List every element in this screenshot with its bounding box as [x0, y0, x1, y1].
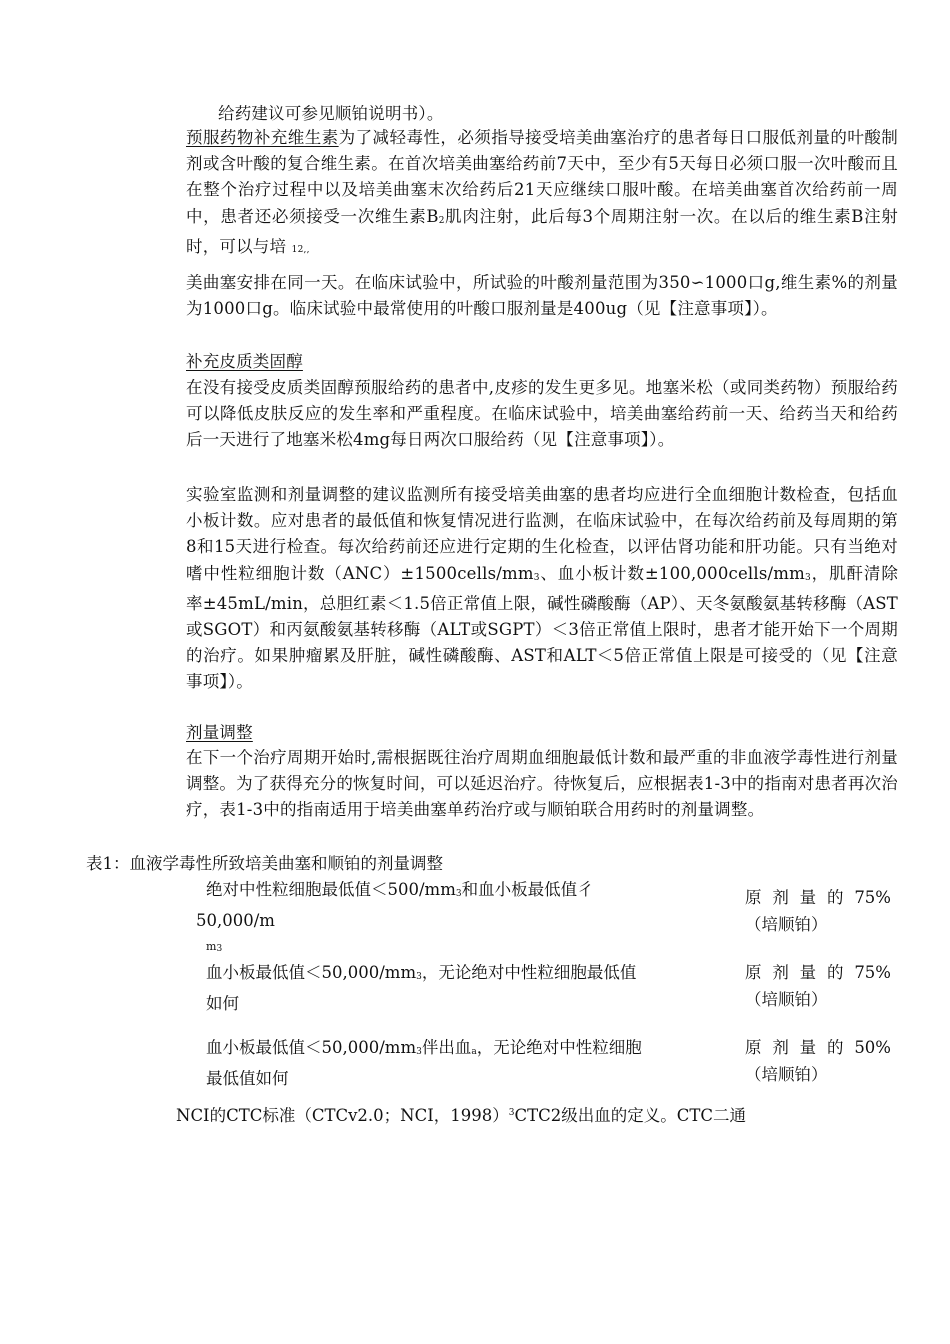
condition-line — [196, 908, 726, 935]
table-caption-text: 表1：血液学毒性所致培美曲塞和顺铂的剂量调整 — [86, 854, 443, 873]
condition-text: 血小板最低值＜50,000/mm — [206, 963, 417, 982]
vitamins-text-2: 肌肉注射，此后每3个周期注射一次。在以后的维生素B注射时，可以与培 — [186, 206, 898, 256]
drug-text: （培顺铂） — [745, 989, 828, 1009]
footnote-text-1: NCI的CTC标准（CTCv2.0；NCI，1998） — [176, 1106, 509, 1125]
condition-subscript: 3 — [455, 889, 462, 899]
condition-line — [196, 934, 726, 963]
lab-text-1: 实验室监测和剂量调整的建议监测所有接受培美曲塞的患者均应进行全血细胞计数检查，包括血小板计数。应对患者的最低值和恢复情况进行监测，在临床试验中，在每次给药前及每周期的第8和15天进行检查。每次给药前还应进行定期的生化检查，以评估肾功能和肝功能。只有当绝对嗜中性粒细胞计数（ANC）±1500cells/mm — [186, 485, 898, 583]
dose-adjust-paragraph — [186, 745, 898, 824]
vitamins-continued-paragraph — [186, 270, 898, 322]
table-cell-dose — [745, 1035, 895, 1088]
dose-text: 原剂量的75% — [745, 888, 891, 907]
condition-text: 伴出血 — [421, 1038, 472, 1057]
dose-text: 原剂量的50% — [745, 1038, 891, 1057]
table-footnote — [176, 1100, 746, 1130]
table-cell-dose — [745, 885, 895, 938]
steroids-heading: 补充皮质类固醇 — [186, 352, 303, 371]
lab-text-2: 、血小板计数±100,000cells/mm — [539, 563, 806, 583]
drug-text: （培顺铂） — [745, 1064, 828, 1084]
table-cell-dose — [745, 960, 895, 1013]
vitamins-subscript: 2 — [438, 215, 445, 226]
condition-line — [206, 991, 736, 1018]
steroids-paragraph — [186, 375, 898, 454]
vitamins-text-1: 为了减轻毒性，必须指导接受培美曲塞治疗的患者每日口服低剂量的叶酸制剂或含叶酸的复合维生素。在首次培美曲塞给药前7天中，至少有5天每日必须口服一次叶酸而且在整个治疗过程中以及培美曲塞末次给药后21天应继续口服叶酸。在培美曲塞首次给药前一周中，患者还必须接受一次维生素B — [186, 128, 898, 226]
condition-subscript: 3 — [416, 1047, 422, 1057]
table-cell-condition — [206, 1035, 736, 1092]
condition-line — [196, 877, 726, 908]
footnote-superscript: 3 — [508, 1108, 515, 1118]
table-caption — [86, 851, 443, 878]
table-cell-condition — [206, 960, 736, 1017]
condition-text: 绝对中性粒细胞最低值＜500/mm — [206, 880, 456, 899]
condition-text: 最低值如何 — [206, 1068, 289, 1088]
lab-subscript-2: 3 — [805, 572, 811, 583]
steroids-heading-line — [186, 349, 898, 375]
dose-adjust-heading-line — [186, 720, 898, 746]
condition-text: 50,000/m — [196, 910, 275, 930]
condition-text: ，无论绝对中性粒细胞 — [476, 1038, 642, 1057]
drug-text: （培顺铂） — [745, 914, 828, 934]
vitamins-paragraph — [186, 125, 898, 263]
vitamins-tail-mark: 12,, — [291, 244, 310, 255]
condition-subscript: a — [471, 1047, 477, 1057]
condition-subscript: 3 — [216, 944, 223, 954]
table-cell-condition — [196, 877, 726, 963]
footnote-text-2: CTC2级出血的定义。CTC二通 — [514, 1106, 746, 1125]
intro-tail-paragraph — [218, 101, 898, 127]
dose-text: 原剂量的75% — [745, 963, 891, 982]
condition-text: ，无论绝对中性粒细胞最低值 — [421, 963, 637, 982]
condition-line — [206, 960, 736, 991]
condition-text: 如何 — [206, 993, 239, 1013]
lab-paragraph — [186, 482, 898, 696]
condition-subscript: 3 — [416, 972, 422, 982]
vitamins-heading: 预服药物补充维生素 — [186, 128, 339, 147]
lab-subscript-1: 3 — [533, 572, 540, 583]
condition-line — [206, 1066, 736, 1093]
condition-text: 血小板最低值＜50,000/mm — [206, 1038, 417, 1057]
dose-adjust-heading: 剂量调整 — [186, 723, 253, 742]
intro-tail-text: 给药建议可参见顺铂说明书）。 — [218, 104, 444, 123]
lab-text-3: ，肌酐清除率±45mL/min，总胆红素＜1.5倍正常值上限，碱性磷酸酶（AP）、天冬氨酸氨基转移酶（AST或SGOT）和丙氨酸氨基转移酶（ALT或SGPT）＜3倍正常值上限时，患者才能开始下一个周期的治疗。如果肿瘤累及肝脏，碱性磷酸酶、AST和ALT＜5倍正常值上限是可接受的（见【注意事项】）。 — [186, 563, 899, 692]
condition-line — [206, 1035, 736, 1066]
condition-text: 和血小板最低值彳 — [461, 880, 594, 899]
condition-text: m — [206, 940, 217, 953]
vitamins-text-3: 美曲塞安排在同一天。在临床试验中，所试验的叶酸剂量范围为350∽1000口g,维生素%的剂量为1000口g。临床试验中最常使用的叶酸口服剂量是400ug（见【注意事项】）。 — [186, 273, 898, 319]
steroids-text: 在没有接受皮质类固醇预服给药的患者中,皮疹的发生更多见。地塞米松（或同类药物）预服给药可以降低皮肤反应的发生率和严重程度。在临床试验中，培美曲塞给药前一天、给药当天和给药后一天进行了地塞米松4mg每日两次口服给药（见【注意事项】）。 — [186, 378, 898, 450]
dose-adjust-text: 在下一个治疗周期开始时,需根据既往治疗周期血细胞最低计数和最严重的非血液学毒性进行剂量调整。为了获得充分的恢复时间，可以延迟治疗。待恢复后，应根据表1-3中的指南对患者再次治疗，表1-3中的指南适用于培美曲塞单药治疗或与顺铂联合用药时的剂量调整。 — [186, 748, 898, 820]
